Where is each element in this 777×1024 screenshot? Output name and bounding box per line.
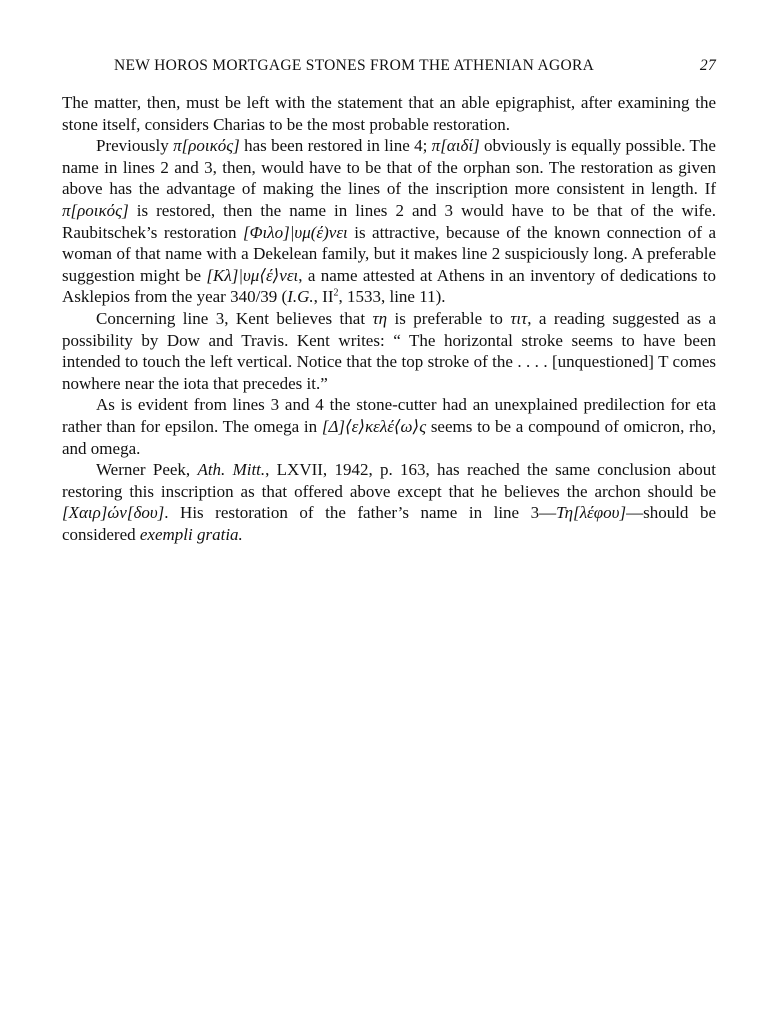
italic-text: τιτ bbox=[510, 308, 528, 328]
italic-text: π[ροικός] bbox=[173, 136, 240, 156]
text-run: As is evident from lines 3 and 4 the stone-cutter had an unexplained predilection for eta rather than for epsilon. The omega in bbox=[62, 395, 716, 436]
italic-text: [Φιλο]|υμ(έ)νει bbox=[243, 222, 348, 242]
text-run: Concerning line 3, Kent believes that bbox=[96, 308, 373, 328]
text-run: , II bbox=[313, 287, 334, 307]
italic-text: [Κλ]|υμ⟨έ⟩νει bbox=[206, 265, 299, 285]
text-run: is preferable to bbox=[387, 308, 511, 328]
text-run: is attractive, because of the known connection of a woman of that name with a Dekelean family, but it makes line 2 suspiciously long. A preferable suggestion might be bbox=[62, 222, 716, 285]
text-run: , a reading suggested as a possibility by Dow and Travis. Kent writes: “ The horizontal stroke seems to have been intended to touch the left vertical. Notice that the top stroke of the . . . . [unquestioned] T comes nowhere near the iota that precedes it.” bbox=[62, 308, 717, 393]
paragraph bbox=[62, 394, 716, 459]
italic-text: Ath. Mitt. bbox=[197, 460, 266, 480]
italic-text: [Δ]⟨ε⟩κελέ⟨ω⟩ς bbox=[321, 416, 427, 436]
text-run: , a name attested at Athens in an inventory of dedications to Asklepios from the year 340/39 ( bbox=[62, 265, 716, 307]
italic-text: π[αιδί] bbox=[431, 136, 480, 156]
text-run: has been restored in line 4; bbox=[239, 136, 432, 156]
running-header bbox=[62, 57, 716, 79]
italic-text: [Χαιρ]ών[δου] bbox=[62, 503, 165, 523]
paragraph bbox=[62, 135, 716, 308]
italic-text: I.G. bbox=[287, 287, 314, 307]
text-run: , 1533, line 11). bbox=[338, 287, 446, 307]
running-title: NEW HOROS MORTGAGE STONES FROM THE ATHENIAN AGORA bbox=[114, 57, 595, 74]
text-run: Werner Peek, bbox=[96, 460, 198, 480]
page-number: 27 bbox=[699, 57, 716, 74]
text-run: The matter, then, must be left with the statement that an able epigraphist, after examining the stone itself, considers Charias to be the most probable restoration. bbox=[62, 93, 716, 134]
body-text bbox=[62, 92, 716, 545]
text-run: obviously is equally possible. The name in lines 2 and 3, then, would have to be that of the orphan son. The restoration as given above has the advantage of making the lines of the inscription more consistent in length. If bbox=[62, 136, 716, 199]
italic-text: exempli gratia. bbox=[139, 524, 243, 544]
text-run: —should be considered bbox=[62, 503, 716, 544]
italic-text: π[ροικός] bbox=[62, 200, 129, 220]
text-run: Previously bbox=[96, 136, 174, 156]
superscript: 2 bbox=[333, 287, 339, 299]
paragraph bbox=[62, 92, 716, 135]
text-run: . His restoration of the father’s name in line 3— bbox=[164, 503, 557, 523]
text-run: , LXVII, 1942, p. 163, has reached the same conclusion about restoring this inscription as that offered above except that he believes the archon should be bbox=[62, 460, 716, 501]
paragraph bbox=[62, 459, 716, 545]
paragraph bbox=[62, 308, 716, 394]
italic-text: τη bbox=[372, 308, 388, 328]
italic-text: Τη[λέφου] bbox=[556, 503, 627, 523]
text-run: seems to be a compound of omicron, rho, and omega. bbox=[62, 416, 716, 458]
text-run: is restored, then the name in lines 2 and 3 would have to be that of the wife. Raubitschek’s restoration bbox=[62, 200, 716, 242]
